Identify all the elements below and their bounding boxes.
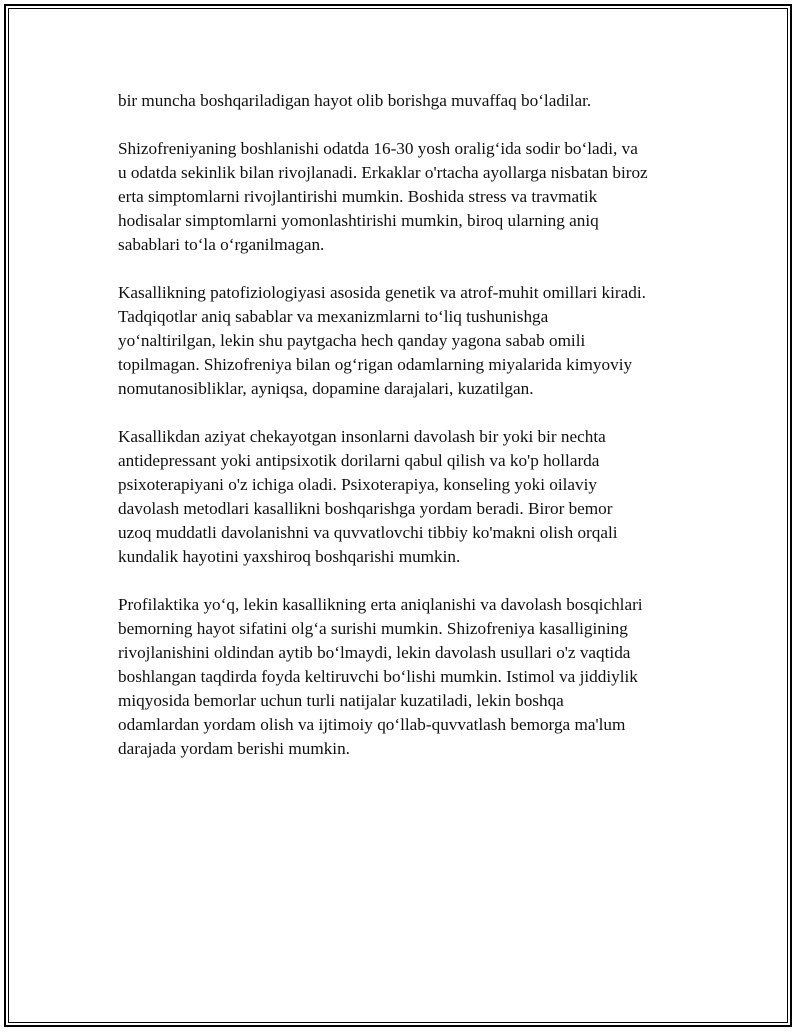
paragraph-5: [118, 593, 698, 761]
text-line: antidepressant yoki antipsixotik dorilarni qabul qilish va ko'p hollarda: [118, 451, 600, 470]
text-line: yo‘naltirilgan, lekin shu paytgacha hech qanday yagona sabab omili: [118, 331, 586, 350]
text-line: u odatda sekinlik bilan rivojlanadi. Erkaklar o'rtacha ayollarga nisbatan biroz: [118, 163, 648, 182]
text-line: darajada yordam berishi mumkin.: [118, 739, 350, 758]
text-line: topilmagan. Shizofreniya bilan og‘rigan odamlarning miyalarida kimyoviy: [118, 355, 633, 374]
text-line: sabablari to‘la o‘rganilmagan.: [118, 235, 325, 254]
text-line: bir muncha boshqariladigan hayot olib borishga muvaffaq bo‘ladilar.: [118, 91, 592, 110]
text-line: Profilaktika yo‘q, lekin kasallikning erta aniqlanishi va davolash bosqichlari: [118, 595, 643, 614]
text-line: psixoterapiyani o'z ichiga oladi. Psixoterapiya, konseling yoki oilaviy: [118, 475, 598, 494]
paragraph-3: [118, 281, 698, 401]
text-line: Tadqiqotlar aniq sabablar va mexanizmlarni to‘liq tushunishga: [118, 307, 549, 326]
text-line: miqyosida bemorlar uchun turli natijalar kuzatiladi, lekin boshqa: [118, 691, 564, 710]
paragraph-4: [118, 425, 698, 569]
text-line: Kasallikdan aziyat chekayotgan insonlarni davolash bir yoki bir nechta: [118, 427, 606, 446]
text-line: uzoq muddatli davolanishni va quvvatlovchi tibbiy ko'makni olish orqali: [118, 523, 618, 542]
text-line: davolash metodlari kasallikni boshqarishga yordam beradi. Biror bemor: [118, 499, 613, 518]
text-line: Kasallikning patofiziologiyasi asosida genetik va atrof-muhit omillari kiradi.: [118, 283, 646, 302]
text-line: nomutanosibliklar, ayniqsa, dopamine darajalari, kuzatilgan.: [118, 379, 534, 398]
text-line: Shizofreniyaning boshlanishi odatda 16-30 yosh oralig‘ida sodir bo‘ladi, va: [118, 139, 638, 158]
paragraph-2: [118, 137, 698, 257]
text-line: erta simptomlarni rivojlantirishi mumkin. Boshida stress va travmatik: [118, 187, 598, 206]
text-line: odamlardan yordam olish va ijtimoiy qo‘llab-quvvatlash bemorga ma'lum: [118, 715, 626, 734]
text-line: hodisalar simptomlarni yomonlashtirishi mumkin, biroq ularning aniq: [118, 211, 599, 230]
document-body: [118, 89, 698, 785]
text-line: bemorning hayot sifatini olg‘a surishi mumkin. Shizofreniya kasalligining: [118, 619, 628, 638]
text-line: rivojlanishini oldindan aytib bo‘lmaydi, lekin davolash usullari o'z vaqtida: [118, 643, 631, 662]
paragraph-1: [118, 89, 698, 113]
text-line: boshlangan taqdirda foyda keltiruvchi bo‘lishi mumkin. Istimol va jiddiylik: [118, 667, 638, 686]
text-line: kundalik hayotini yaxshiroq boshqarishi mumkin.: [118, 547, 461, 566]
